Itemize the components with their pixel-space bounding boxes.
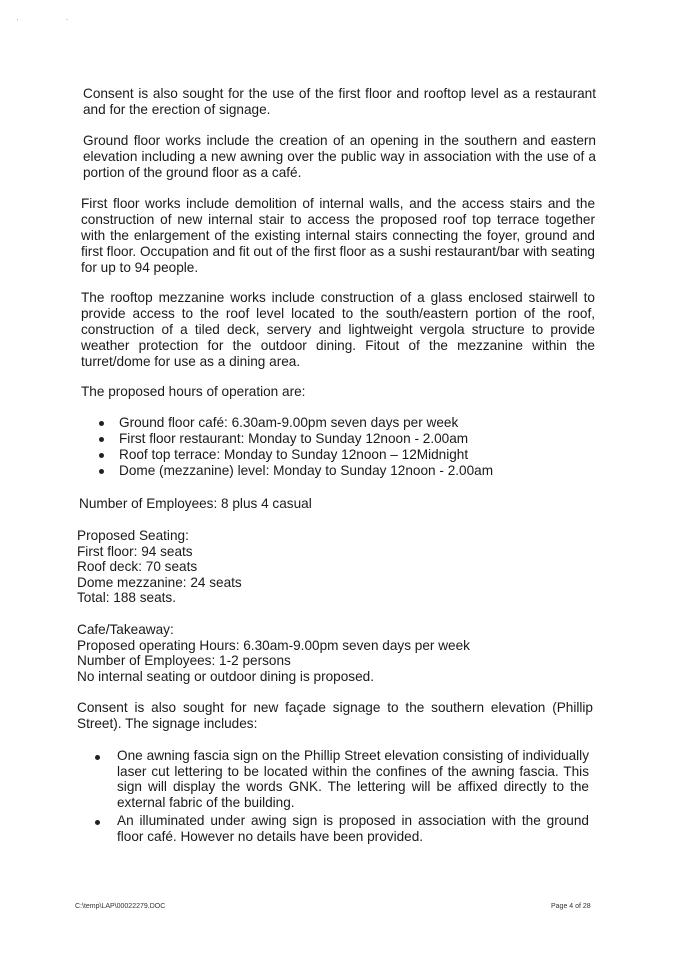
footer-page-number: Page 4 of 28 [551,903,591,910]
paragraph-hours-intro: The proposed hours of operation are: [81,384,306,399]
list-item: Ground floor café: 6.30am-9.00pm seven days per week [99,415,493,431]
paragraph-first-floor-works: First floor works include demolition of internal walls, and the access stairs and the construction of new internal stair to access the proposed roof top terrace together with the enlargement of the existing internal stairs connecting the foyer, ground and first floor. Occupation and fit out of the first floor as a sushi restaurant/bar with seating for up to 94 people. [81,196,595,275]
cafe-line: Proposed operating Hours: 6.30am-9.00pm seven days per week [77,637,470,653]
list-item: First floor restaurant: Monday to Sunday 12noon - 2.00am [99,431,493,447]
list-item: Roof top terrace: Monday to Sunday 12noon – 12Midnight [99,447,493,463]
seating-line: First floor: 94 seats [77,543,193,559]
paragraph-signage-intro: Consent is also sought for new façade signage to the southern elevation (Phillip Street). The signage includes: [77,700,593,731]
bullet-icon [99,453,104,458]
cafe-section [77,622,597,684]
hours-list [99,415,493,479]
paragraph-consent-use: Consent is also sought for the use of the first floor and rooftop level as a restaurant and for the erection of signage. [83,86,596,117]
seating-section [77,528,597,606]
list-item: One awning fascia sign on the Phillip Street elevation consisting of individually laser cut lettering to be located within the confines of the awning fascia. This sign will display the words GNK. The lettering will be affixed directly to the external fabric of the building. [95,748,589,810]
bullet-icon [95,755,100,760]
footer-file-path: C:\temp\LAP\00022279.DOC [75,903,166,910]
bullet-icon [99,469,104,474]
seating-line: Dome mezzanine: 24 seats [77,574,242,590]
paragraph-rooftop-works: The rooftop mezzanine works include construction of a glass enclosed stairwell to provide access to the roof level located to the south/eastern portion of the roof, construction of a tiled deck, servery and lightweight vergola structure to provide weather protection for the outdoor dining. Fitout of the mezzanine within the turret/dome for use as a dining area. [81,290,595,369]
seating-total: Total: 188 seats. [77,590,176,605]
cafe-line: No internal seating or outdoor dining is proposed. [77,668,374,684]
bullet-icon [99,421,104,426]
bullet-icon [95,820,100,825]
list-item: An illuminated under awing sign is proposed in association with the ground floor café. However no details have been provided. [95,813,589,844]
signage-list [95,748,589,847]
list-item: Dome (mezzanine) level: Monday to Sunday 12noon - 2.00am [99,463,493,479]
paragraph-ground-floor-works: Ground floor works include the creation of an opening in the southern and eastern elevation including a new awning over the public way in association with the use of a portion of the ground floor as a café. [83,133,596,180]
seating-line: Roof deck: 70 seats [77,559,198,574]
cafe-heading: Cafe/Takeaway: [77,622,174,637]
paragraph-employees: Number of Employees: 8 plus 4 casual [79,496,312,511]
scan-artifact: · · [16,14,91,24]
cafe-line: Number of Employees: 1-2 persons [77,653,291,668]
seating-heading: Proposed Seating: [77,528,189,543]
bullet-icon [99,437,104,442]
